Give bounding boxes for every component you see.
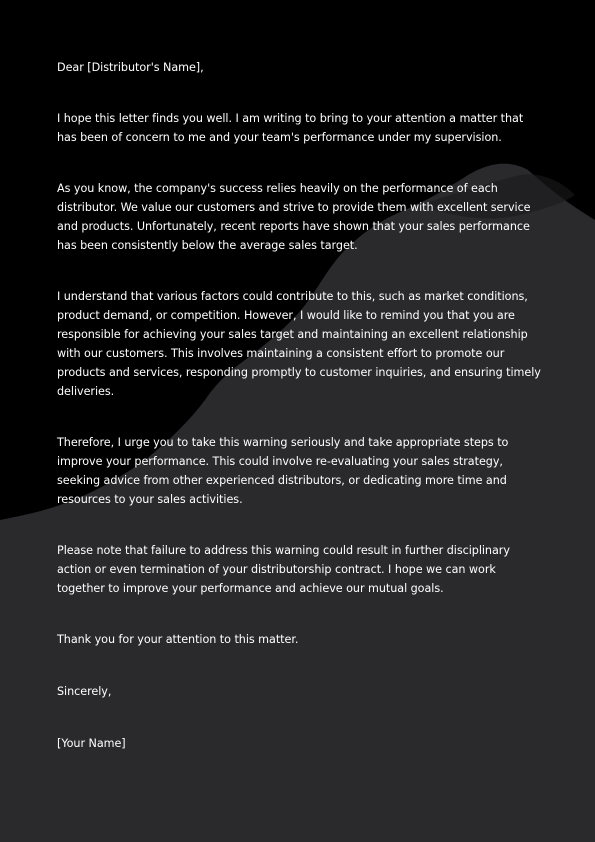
salutation: Dear [Distributor's Name], [57,61,204,74]
paragraph-intro: I hope this letter finds you well. I am writing to bring to your attention a matter that has been of concern to me and your team's performance under my supervision. [57,112,524,144]
paragraph-request: Therefore, I urge you to take this warning seriously and take appropriate steps to improve your performance. This could involve re-evaluating your sales strategy, seeking advice from other experienced distributors, or dedicating more time and resources to your sales activities. [57,436,509,506]
letter-body [57,58,542,753]
paragraph-warning: Please note that failure to address this warning could result in further disciplinary action or even termination of your distributorship contract. I hope we can work together to improve your performance and achieve our mutual goals. [57,544,510,595]
signature-name: [Your Name] [57,737,126,750]
paragraph-context: As you know, the company's success relies heavily on the performance of each distributor. We value our customers and strive to provide them with excellent service and products. Unfortunately, recent reports have shown that your sales performance has been consistently below the average sales target. [57,182,531,252]
closing-line: Thank you for your attention to this matter. [57,633,299,646]
signoff: Sincerely, [57,685,112,698]
paragraph-responsibility: I understand that various factors could contribute to this, such as market conditions, product demand, or competition. However, I would like to remind you that you are responsible for achieving your sales target and maintaining an excellent relationship with our customers. This involves maintaining a consistent effort to promote our products and services, responding promptly to customer inquiries, and ensuring timely deliveries. [57,290,541,398]
